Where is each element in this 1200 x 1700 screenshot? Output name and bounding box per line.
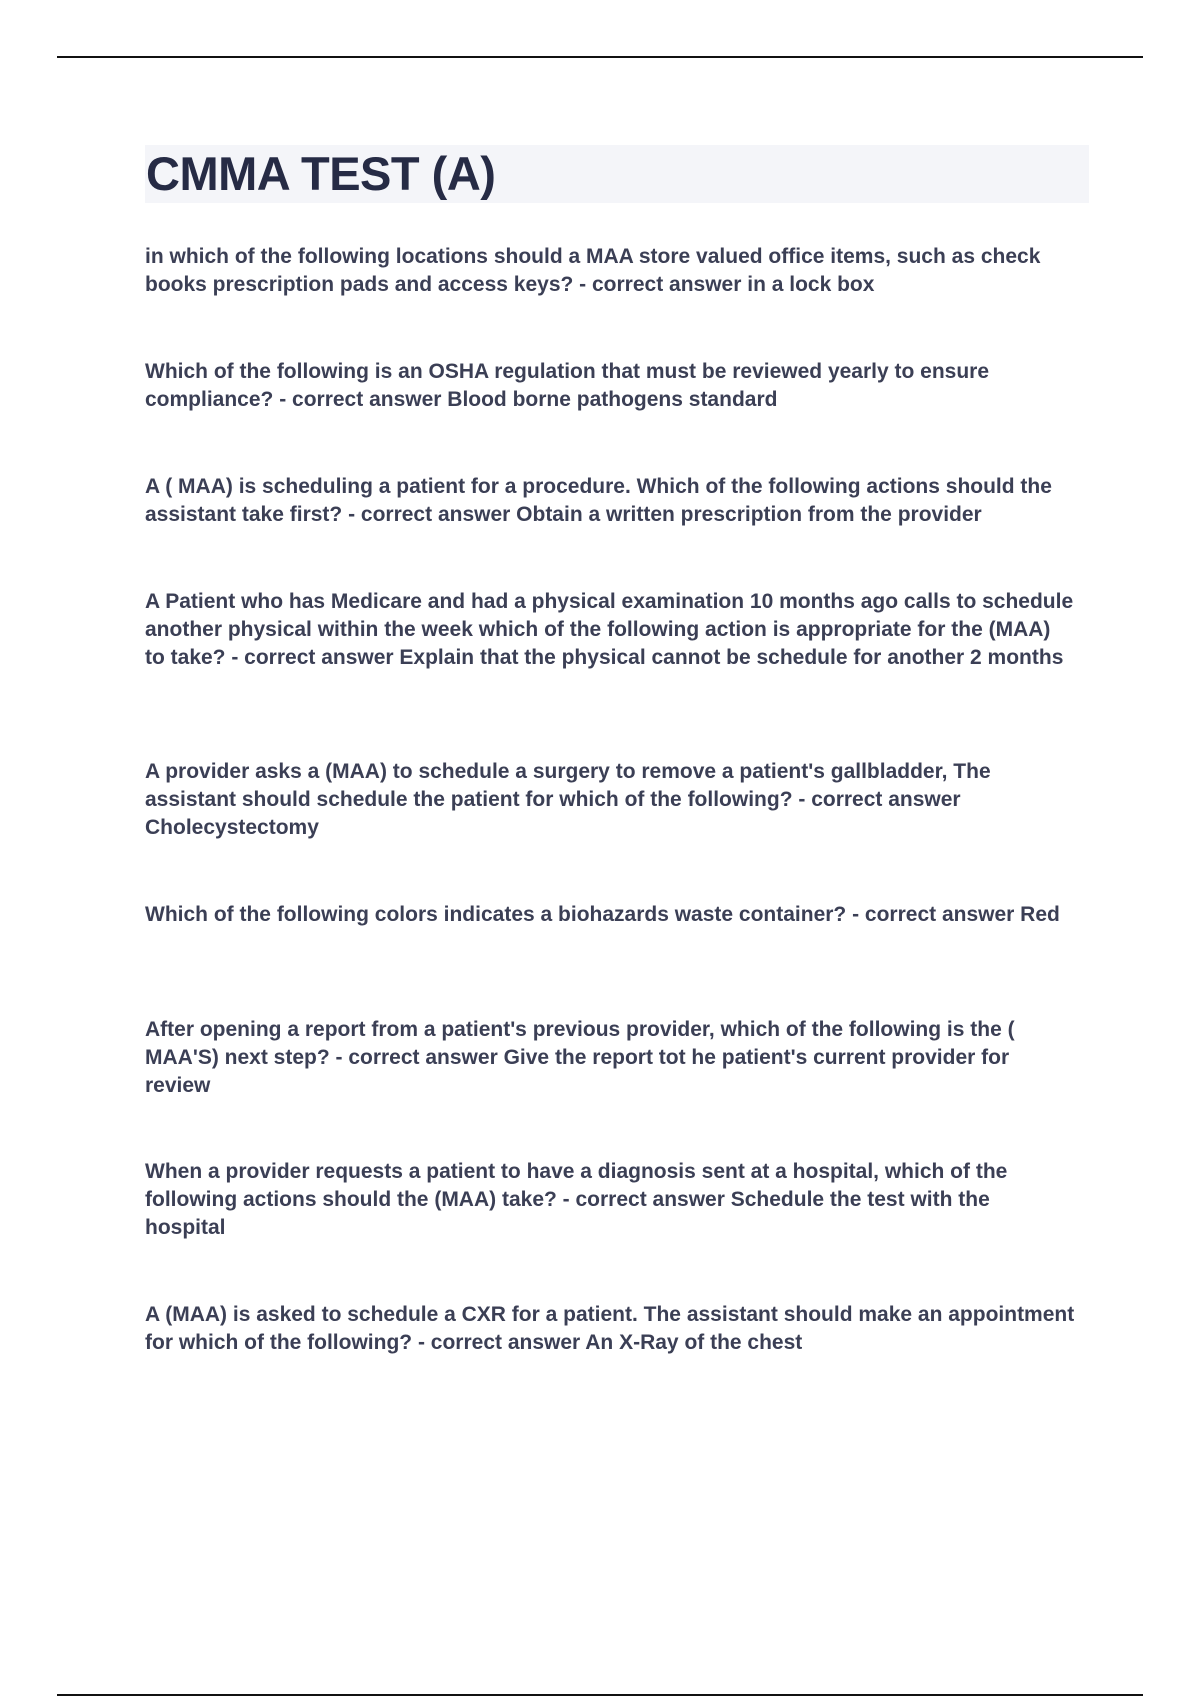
question-answer-2: Which of the following is an OSHA regulation that must be reviewed yearly to ensure compliance? - correct answer Blood borne pathogens standard bbox=[145, 360, 990, 411]
question-answer-5: A provider asks a (MAA) to schedule a surgery to remove a patient's gallbladder, The assistant should schedule the patient for which of the following? - correct answer Cholecystectomy bbox=[145, 760, 991, 839]
top-rule bbox=[57, 56, 1143, 58]
question-answer-7: After opening a report from a patient's previous provider, which of the following is the ( MAA'S) next step? - correct answer Give the report tot he patient's current provider for review bbox=[145, 1018, 1015, 1097]
question-answer-6: Which of the following colors indicates a biohazards waste container? - correct answer Red bbox=[145, 903, 1060, 926]
question-answer-4: A Patient who has Medicare and had a physical examination 10 months ago calls to schedule another physical within the week which of the following action is appropriate for the (MAA) to take? - correct answer Explain that the physical cannot be schedule for another 2 months bbox=[145, 590, 1074, 669]
bottom-rule bbox=[57, 1694, 1143, 1696]
question-answer-9: A (MAA) is asked to schedule a CXR for a patient. The assistant should make an appointment for which of the following? - correct answer An X-Ray of the chest bbox=[145, 1303, 1075, 1354]
document-title: CMMA TEST (A) bbox=[146, 147, 496, 200]
question-answer-1: in which of the following locations should a MAA store valued office items, such as check books prescription pads and access keys? - correct answer in a lock box bbox=[145, 245, 1041, 296]
question-answer-3: A ( MAA) is scheduling a patient for a procedure. Which of the following actions should the assistant take first? - correct answer Obtain a written prescription from the provider bbox=[145, 475, 1052, 526]
question-answer-8: When a provider requests a patient to have a diagnosis sent at a hospital, which of the following actions should the (MAA) take? - correct answer Schedule the test with the hospital bbox=[145, 1160, 1008, 1239]
